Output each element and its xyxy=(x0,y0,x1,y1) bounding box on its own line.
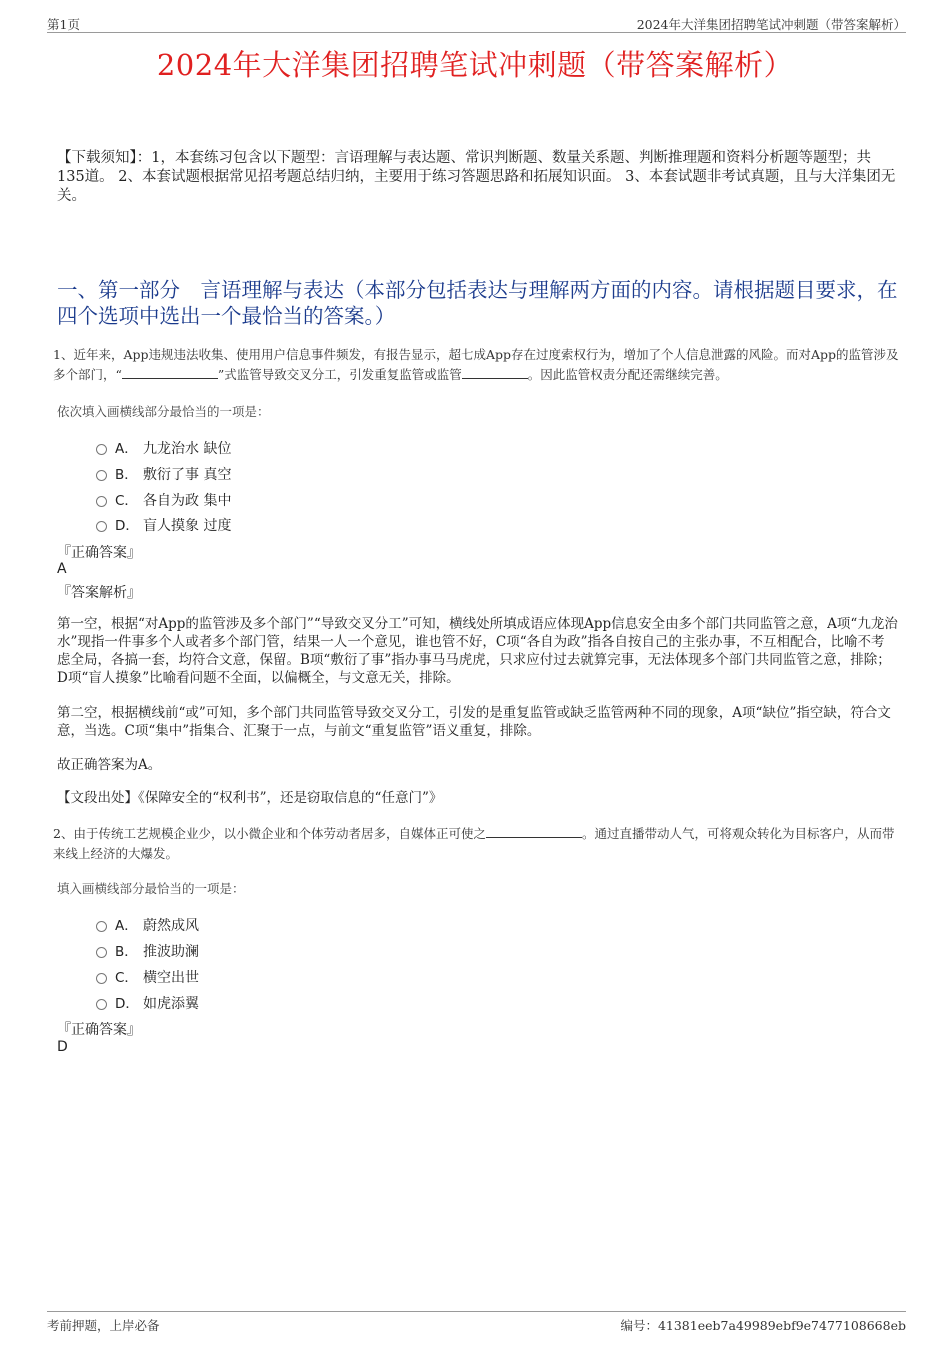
q1-analysis-label: 『答案解析』 xyxy=(57,585,141,601)
page-number: 第1页 xyxy=(47,17,80,32)
radio-icon[interactable] xyxy=(96,973,107,984)
page-footer xyxy=(47,1311,906,1336)
question-1-text: 1、近年来，App违规违法收集、使用用户信息事件频发，有报告显示，超七成App存在过度索权行为，增加了个人信息泄露的风险。而对App的监管涉及多个部门，“ ”式监管导致交叉分工，引发重复监管或监管 。因此监管权责分配还需继续完善。 xyxy=(53,347,899,382)
blank-1 xyxy=(486,825,582,838)
page-header xyxy=(47,14,906,33)
blank-1 xyxy=(122,366,218,379)
q1-option-c[interactable]: C． 各自为政 集中 xyxy=(96,489,231,510)
q1-option-d[interactable]: D． 盲人摸象 过度 xyxy=(96,514,231,535)
q1-option-a[interactable]: A． 九龙治水 缺位 xyxy=(96,437,231,458)
q1-answer: A xyxy=(57,561,67,577)
radio-icon[interactable] xyxy=(96,521,107,532)
q2-answer: D xyxy=(57,1039,68,1055)
radio-icon[interactable] xyxy=(96,999,107,1010)
question-2-text: 2、由于传统工艺规模企业少，以小微企业和个体劳动者居多，自媒体正可使之 。通过直播带动人气，可将观众转化为目标客户，从而带来线上经济的大爆发。 xyxy=(53,826,895,861)
q2-option-a[interactable]: A． 蔚然成风 xyxy=(96,914,199,935)
footer-slogan: 考前押题，上岸必备 xyxy=(47,1318,160,1333)
question-1-prompt: 依次填入画横线部分最恰当的一项是： xyxy=(57,404,270,419)
q2-answer-label: 『正确答案』 xyxy=(57,1022,141,1038)
q1-conclusion: 故正确答案为A。 xyxy=(57,757,162,773)
question-2-prompt: 填入画横线部分最恰当的一项是： xyxy=(57,881,245,896)
radio-icon[interactable] xyxy=(96,496,107,507)
radio-icon[interactable] xyxy=(96,470,107,481)
q1-option-b[interactable]: B． 敷衍了事 真空 xyxy=(96,463,231,484)
radio-icon[interactable] xyxy=(96,921,107,932)
section-heading: 一、第一部分 言语理解与表达（本部分包括表达与理解两方面的内容。请根据题目要求，在四个选项中选出一个最恰当的答案。） xyxy=(57,278,898,328)
q1-analysis-paragraph-1: 第一空，根据“对App的监管涉及多个部门”“导致交叉分工”可知，横线处所填成语应体现App信息安全由多个部门共同监管之意，A项“九龙治水”现指一件事多个人或者多个部门管，结果一人一个意见，谁也管不好，C项“各自为政”指各自按自己的主张办事，不互相配合，比喻不考虑全局，各搞一套，均符合文意，保留。B项“敷衍了事”指办事马马虎虎，只求应付过去就算完事，无法体现多个部门共同监管之意，排除；D项“盲人摸象”比喻看问题不全面，以偏概全，与文意无关，排除。 xyxy=(57,616,898,686)
q1-source: 【文段出处】《保障安全的“权利书”，还是窃取信息的“任意门”》 xyxy=(57,790,443,806)
q1-answer-label: 『正确答案』 xyxy=(57,545,141,561)
document-title: 2024年大洋集团招聘笔试冲刺题（带答案解析） xyxy=(156,48,794,82)
radio-icon[interactable] xyxy=(96,444,107,455)
q2-option-c[interactable]: C． 横空出世 xyxy=(96,966,199,987)
header-doc-title: 2024年大洋集团招聘笔试冲刺题（带答案解析） xyxy=(636,17,906,32)
footer-doc-id: 编号：41381eeb7a49989ebf9e7477108668eb xyxy=(620,1318,906,1333)
download-notice: 【下载须知】：1，本套练习包含以下题型：言语理解与表达题、常识判断题、数量关系题、判断推理题和资料分析题等题型；共135道。 2、本套试题根据常见招考题总结归纳，主要用于练习答题思路和拓展知识面。 3、本套试题非考试真题，且与大洋集团无关。 xyxy=(57,150,896,204)
q2-option-d[interactable]: D． 如虎添翼 xyxy=(96,992,199,1013)
q1-analysis-paragraph-2: 第二空，根据横线前“或”可知，多个部门共同监管导致交叉分工，引发的是重复监管或缺乏监管两种不同的现象，A项“缺位”指空缺，符合文意，当选。C项“集中”指集合、汇聚于一点，与前文“重复监管”语义重复，排除。 xyxy=(57,705,891,739)
q2-option-b[interactable]: B． 推波助澜 xyxy=(96,940,199,961)
radio-icon[interactable] xyxy=(96,947,107,958)
blank-2 xyxy=(462,366,528,379)
